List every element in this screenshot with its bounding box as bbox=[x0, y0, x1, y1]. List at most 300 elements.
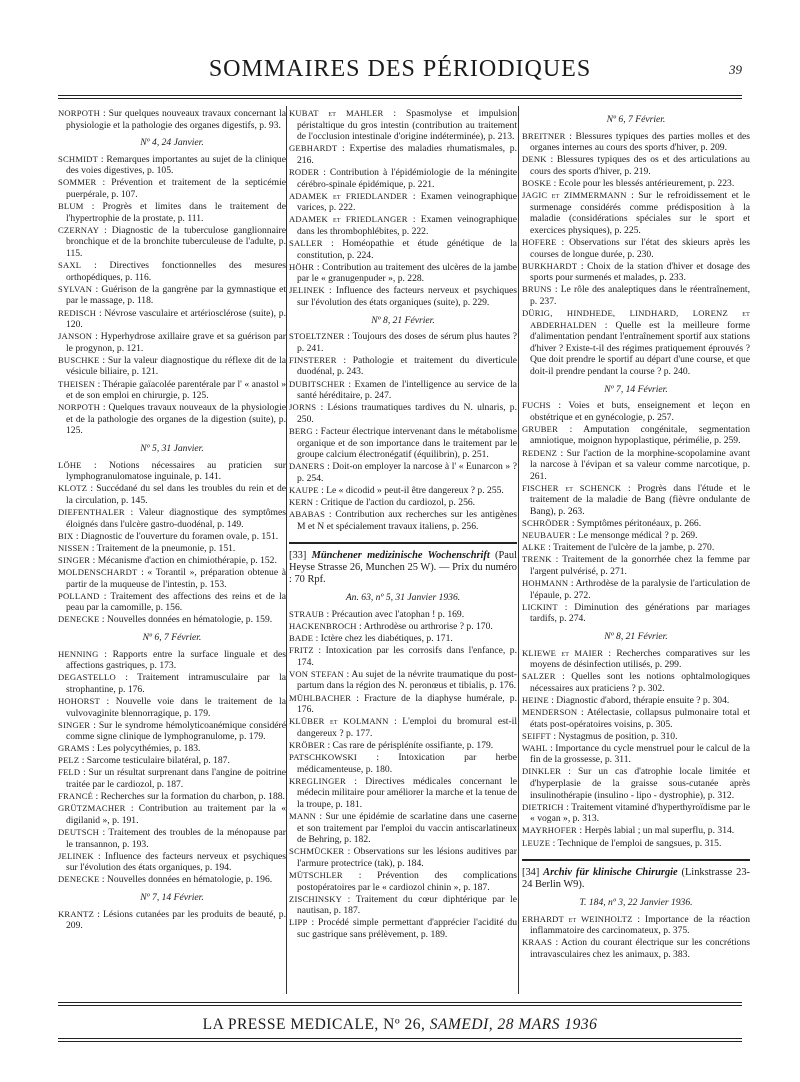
article-author: TRENK bbox=[522, 554, 552, 565]
article-author: REDENZ bbox=[522, 447, 558, 458]
article-author: WAHL bbox=[522, 742, 548, 753]
article-title: : Diagnostic d'abord, thérapie ensuite ? p. 304. bbox=[551, 694, 730, 706]
article-author: DEUTSCH bbox=[58, 826, 100, 837]
article-author: ADAMEK et FRIEDLANDER bbox=[289, 190, 408, 201]
article-author: FRANCÉ bbox=[58, 791, 94, 802]
article-title: : Sur un cas d'atrophie locale limitée et d'hyperplasie de la graisse sous-cutanée après insulinothérapie (insulino - lipo - dystrophie), p. 312. bbox=[530, 766, 750, 801]
article-title: : Pathologie et traitement du diverticule duodénal, p. 243. bbox=[297, 354, 517, 378]
column-2 bbox=[289, 108, 517, 941]
article-entry bbox=[289, 609, 517, 621]
article-author: BERG bbox=[289, 425, 313, 436]
article-entry bbox=[289, 355, 517, 378]
article-entry bbox=[289, 191, 517, 214]
article-entry bbox=[289, 143, 517, 166]
article-entry bbox=[289, 426, 517, 461]
article-title: : Quelle est la meilleure forme d'alimentation pendant l'entraînement sportif aux stations d'hiver ? Existe-t-il des régimes pratiquement éprouvés ? Que doit prendre le sportif au départ d'une course, et que doit-il prendre pendant la course ? p. 240. bbox=[530, 319, 750, 377]
article-entry bbox=[289, 402, 517, 425]
article-title: : Fracture de la diaphyse humérale, p. 176. bbox=[297, 692, 517, 716]
article-title: : Atélectasie, collapsus pulmonaire total et états post-opératoires voisins, p. 305. bbox=[530, 707, 750, 730]
article-author: ZISCHINSKY bbox=[289, 893, 343, 904]
article-title: : Traitement intramusculaire par la strophantine, p. 176. bbox=[66, 672, 286, 695]
article-title: : Blessures typiques des os et des articulations au cours des sports d'hiver, p. 219. bbox=[530, 154, 750, 177]
article-entry bbox=[289, 669, 517, 692]
article-entry bbox=[289, 870, 517, 893]
article-entry bbox=[58, 483, 286, 506]
article-title: : Le mensonge médical ? p. 269. bbox=[572, 530, 698, 542]
column-divider bbox=[518, 106, 519, 994]
article-entry bbox=[522, 261, 750, 284]
article-title: : Lésions traumatiques tardives du N. ulnaris, p. 250. bbox=[297, 402, 517, 425]
article-entry bbox=[522, 731, 750, 743]
article-title: : Sur le syndrome hémolyticoanémique considéré comme signe clinique de lymphogranulome, p. 179. bbox=[66, 719, 286, 743]
article-title: : Observations sur l'état des skieurs après les courses de longue durée, p. 230. bbox=[530, 236, 750, 260]
article-title: : Contribution à l'épidémiologie de la méningite cérébro-spinale épidémique, p. 221. bbox=[297, 166, 517, 190]
article-author: SINGER bbox=[58, 719, 91, 730]
article-entry bbox=[522, 937, 750, 960]
article-author: JORNS bbox=[289, 402, 317, 413]
article-author: CZERNAY bbox=[58, 224, 100, 235]
article-entry bbox=[58, 225, 286, 260]
article-title: : Progrès dans l'étude et le traitement de la maladie de Bang (fièvre ondulante de Bang), p. 263. bbox=[530, 482, 750, 517]
article-title: : Traitement vitaminé d'hyperthyroïdisme par le « vogan », p. 313. bbox=[530, 801, 750, 825]
article-title: : Sur un résultat surprenant dans l'angine de poitrine traitée par le cardiozol, p. 187. bbox=[66, 767, 287, 791]
issue-heading: Nº 4, 24 Janvier. bbox=[140, 137, 204, 149]
article-title: : Recherches sur la formation du charbon, p. 188. bbox=[95, 791, 285, 803]
article-author: MAYRHOFER bbox=[522, 825, 577, 836]
article-entry bbox=[522, 178, 750, 190]
article-author: BUSCHKE bbox=[58, 354, 100, 365]
article-title: : Traitement de la pneumonie, p. 151. bbox=[91, 542, 236, 554]
article-entry bbox=[58, 260, 286, 283]
article-title: : Traitement du cœur diphtérique par le nautisan, p. 187. bbox=[297, 893, 517, 917]
article-title: : « Torantil », préparation obtenue à partir de la muqueuse de l'intestin, p. 153. bbox=[66, 566, 286, 590]
article-entry bbox=[58, 791, 286, 803]
article-author: KAUPE bbox=[289, 484, 319, 495]
article-title: : Arthrodèse de la paralysie de l'articulation de l'épaule, p. 272. bbox=[530, 578, 750, 601]
article-entry bbox=[58, 851, 286, 874]
article-title: : Nouvelle voie dans le traitement de la vulvovaginite blennorragique, p. 179. bbox=[66, 695, 286, 719]
article-title: : Succédané du sel dans les troubles du rein et de la circulation, p. 145. bbox=[66, 483, 287, 506]
article-entry bbox=[522, 400, 750, 423]
article-author: MÜTSCHLER bbox=[289, 869, 343, 880]
article-entry bbox=[289, 633, 517, 645]
issue-heading: Nº 8, 21 Février. bbox=[371, 314, 435, 326]
article-author: NORPOTH bbox=[58, 402, 100, 413]
article-author: JELINEK bbox=[289, 285, 325, 296]
article-title: : Traitement de l'ulcère de la jambe, p. 270. bbox=[548, 542, 715, 554]
article-entry bbox=[289, 811, 517, 846]
issue-heading: Nº 5, 31 Janvier. bbox=[140, 443, 204, 455]
article-author: BRUNS bbox=[522, 284, 552, 295]
article-title: : Sur la valeur diagnostique du réflexe dit de la vésicule biliaire, p. 121. bbox=[66, 354, 286, 378]
article-entry bbox=[58, 108, 286, 131]
article-entry bbox=[522, 131, 750, 154]
article-title: : Nystagmus de position, p. 310. bbox=[553, 730, 678, 742]
article-entry bbox=[522, 707, 750, 730]
header-rule-2 bbox=[58, 98, 742, 99]
article-entry bbox=[289, 497, 517, 509]
article-title: : Notions nécessaires au praticien sur lymphogranulomatose inguinale, p. 141. bbox=[66, 459, 286, 483]
article-title: : Prévention des complications postopératoires par le « cardiozol chinin », p. 187. bbox=[297, 869, 517, 893]
article-author: DÜRIG, HINDHEDE, LINDHARD, LORENZ et ABDERHALDEN bbox=[522, 308, 750, 330]
article-entry bbox=[522, 602, 750, 625]
article-entry bbox=[58, 507, 286, 530]
page-title: SOMMAIRES DES PÉRIODIQUES bbox=[208, 56, 592, 82]
article-author: JELINEK bbox=[58, 850, 94, 861]
article-title: : Sur le refroidissement et le surmenage considérés comme prédisposition à la maladie (considérations spéciales sur le sport et exercices physiques), p. 225. bbox=[530, 190, 750, 236]
article-author: SCHMÜCKER bbox=[289, 846, 345, 857]
article-title: : Cas rare de périspléníte ossifiante, p. 179. bbox=[327, 739, 494, 751]
article-title: : Spasmolyse et impulsion péristaltique du gros intestin (contribution au traitement de l'occlusion intestinale d'origine indéterminée), p. 213. bbox=[297, 108, 517, 143]
article-entry bbox=[522, 284, 750, 307]
article-author: KRAAS bbox=[522, 937, 553, 948]
article-title: : Mécanisme d'action en chimiothérapie, p. 152. bbox=[92, 554, 277, 566]
article-author: REDISCH bbox=[58, 307, 97, 318]
article-entry bbox=[522, 483, 750, 518]
journal-heading bbox=[289, 550, 517, 586]
journal-address: (Paul Heyse Strasse 26, Munchen 25 W). — Prix du numéro : 70 Rpf. bbox=[289, 550, 517, 586]
article-entry bbox=[58, 284, 286, 307]
article-author: ALKE bbox=[522, 542, 546, 553]
article-entry bbox=[289, 740, 517, 752]
article-title: : Ecole pour les blessés antérieurement, p. 223. bbox=[553, 177, 735, 189]
article-title: : Sur l'action de la morphine-scopolamine avant la narcose à l'évipan et sa valeur comme narcotique, p. 261. bbox=[530, 447, 750, 482]
article-entry bbox=[522, 743, 750, 766]
article-entry bbox=[522, 802, 750, 825]
article-title: : Hyperhydrose axillaire grave et sa guérison par le progynon, p. 121. bbox=[66, 331, 286, 354]
article-author: BLUM bbox=[58, 201, 84, 212]
article-title: : Remarques importantes au sujet de la clinique des voies digestives, p. 105. bbox=[66, 153, 286, 177]
article-author: KLÜBER et KOLMANN bbox=[289, 716, 389, 727]
article-author: ERHARDT et WEINHOLTZ bbox=[522, 913, 633, 924]
article-title: : Action du courant électrique sur les concrétions intravasculaires chez les animaux, p. 383. bbox=[530, 937, 750, 960]
article-title: : Traitement des troubles de la ménopause par le transannon, p. 193. bbox=[66, 826, 286, 850]
article-entry bbox=[58, 591, 286, 614]
article-author: HOHORST bbox=[58, 695, 100, 706]
article-title: : Procédé simple permettant d'apprécier l'acidité du suc gastrique sans prélèvement, p. 189. bbox=[297, 917, 517, 940]
article-author: FRITZ bbox=[289, 645, 314, 656]
article-entry bbox=[522, 448, 750, 483]
article-title: : Intoxication par les corrosifs dans l'enfance, p. 174. bbox=[297, 645, 517, 668]
article-title: : Contribution aux recherches sur les antigènes M et N et spécialement travaux italiens, p. 256. bbox=[297, 509, 517, 532]
article-author: JANSON bbox=[58, 331, 93, 342]
article-title: : Importance de la réaction inflammatoire des carcinomateux, p. 375. bbox=[530, 913, 750, 937]
article-title: : Précaution avec l'atophan ! p. 169. bbox=[326, 608, 465, 620]
article-author: SAXL bbox=[58, 260, 82, 271]
article-author: HENNING bbox=[58, 648, 99, 659]
article-entry bbox=[522, 766, 750, 801]
issue-heading: T. 184, nº 3, 22 Janvier 1936. bbox=[579, 897, 693, 909]
article-entry bbox=[58, 755, 286, 767]
article-entry bbox=[58, 543, 286, 555]
column-1 bbox=[58, 108, 286, 932]
article-author: SEIFFT bbox=[522, 730, 551, 741]
article-author: ADAMEK et FRIEDLANGER bbox=[289, 214, 408, 225]
article-title: : Valeur diagnostique des symptômes éloignés dans l'ulcère gastro-duodénal, p. 149. bbox=[66, 507, 286, 530]
article-title: : Progrès et limites dans le traitement de l'hypertrophie de la prostate, p. 111. bbox=[66, 201, 286, 224]
article-author: DENECKE bbox=[58, 614, 100, 625]
article-entry bbox=[58, 720, 286, 743]
page-number: 39 bbox=[729, 62, 742, 77]
article-title: : Les polycythémies, p. 183. bbox=[91, 743, 201, 755]
article-title: : Traitement de la gonorrhée chez la femme par l'argent pulvérisé, p. 271. bbox=[530, 554, 750, 577]
issue-heading: Nº 7, 14 Février. bbox=[604, 383, 668, 395]
issue-heading: Nº 8, 21 Février. bbox=[604, 630, 668, 642]
article-entry bbox=[58, 201, 286, 224]
article-entry bbox=[522, 530, 750, 542]
article-title: : Nouvelles données en hématologie, p. 196. bbox=[101, 874, 273, 886]
article-entry bbox=[58, 331, 286, 354]
article-entry bbox=[522, 914, 750, 937]
article-author: DIEFENTHALER bbox=[58, 507, 125, 517]
article-entry bbox=[289, 621, 517, 633]
article-author: BOSKE bbox=[522, 177, 552, 188]
article-author: KERN bbox=[289, 497, 314, 507]
journal-number: [34] bbox=[522, 867, 540, 879]
article-entry bbox=[58, 154, 286, 177]
article-title: : Importance du cycle menstruel pour le calcul de la fin de la grossesse, p. 311. bbox=[530, 742, 750, 766]
article-author: DINKLER bbox=[522, 766, 562, 777]
article-title: : Diagnostic de la tuberculose ganglionnaire bronchique et de la bronchite tuberculeuse de l'adulte, p. 115. bbox=[66, 224, 286, 260]
article-entry bbox=[289, 894, 517, 917]
article-author: HÖHR bbox=[289, 261, 315, 272]
article-title: : Influence des facteurs nerveux et psychiques sur l'évolution des états organiques, p. 194. bbox=[66, 850, 286, 874]
article-author: HACKENBROCH bbox=[289, 620, 357, 631]
article-entry bbox=[58, 743, 286, 755]
article-author: HOHMANN bbox=[522, 578, 569, 589]
article-author: BADE bbox=[289, 633, 314, 644]
column-3 bbox=[522, 108, 750, 961]
article-author: POLLAND bbox=[58, 590, 100, 601]
article-author: KRÖBER bbox=[289, 739, 326, 750]
article-entry bbox=[289, 716, 517, 739]
article-entry bbox=[289, 846, 517, 869]
article-entry bbox=[58, 177, 286, 200]
article-title: : Technique de l'emploi de sangsues, p. 315. bbox=[552, 837, 722, 849]
article-entry bbox=[289, 752, 517, 775]
article-author: HEINE bbox=[522, 694, 549, 705]
article-title: : Contribution au traitement des ulcères de la jambe par le « granugenpuder », p. 228. bbox=[297, 261, 517, 285]
article-title: : Thérapie gaïacolée parentérale par l' « anastol » et de son emploi en chirurgie, p. 125. bbox=[66, 378, 286, 402]
article-title: : Intoxication par herbe médicamenteuse, p. 180. bbox=[297, 752, 517, 775]
article-author: MANN bbox=[289, 810, 317, 821]
article-author: GRUBER bbox=[522, 423, 559, 434]
article-author: NISSEN bbox=[58, 542, 90, 553]
article-author: DIETRICH bbox=[522, 801, 564, 812]
article-entry bbox=[289, 485, 517, 497]
article-author: NORPOTH bbox=[58, 108, 100, 118]
article-entry bbox=[289, 645, 517, 668]
article-author: PATSCHKOWSKI bbox=[289, 752, 357, 762]
article-title: : Influence des facteurs nerveux et psychiques sur l'évolution des états organiques (suite), p. 229. bbox=[297, 285, 517, 308]
article-title: : Homéopathie et étude génétique de la constitution, p. 224. bbox=[297, 238, 517, 261]
article-title: : Critique de l'action du cardiozol, p. 256. bbox=[315, 497, 476, 508]
article-entry bbox=[289, 285, 517, 308]
article-author: BREITNER bbox=[522, 130, 566, 141]
article-author: KUBAT et MAHLER bbox=[289, 108, 384, 118]
article-title: : Contribution au traitement par la « digilanid », p. 191. bbox=[66, 803, 286, 826]
article-title: : Guérison de la gangrène par la gymnastique et par le massage, p. 118. bbox=[66, 283, 286, 307]
article-author: ABABAS bbox=[289, 509, 326, 520]
article-author: LIPP bbox=[289, 917, 308, 928]
article-entry bbox=[522, 554, 750, 577]
article-entry bbox=[58, 803, 286, 826]
article-entry bbox=[58, 614, 286, 626]
article-author: DUBITSCHER bbox=[289, 378, 345, 389]
article-title: : Au sujet de la névrite traumatique du post-partum dans la région des N. peronœus et tibialis, p. 176. bbox=[297, 668, 517, 692]
article-title: : Symptômes péritonéaux, p. 266. bbox=[571, 518, 702, 530]
article-entry bbox=[58, 379, 286, 402]
issue-heading: Nº 7, 14 Février. bbox=[140, 891, 204, 903]
article-entry bbox=[58, 355, 286, 378]
article-author: DENECKE bbox=[58, 874, 100, 885]
article-entry bbox=[58, 672, 286, 695]
article-author: BIX bbox=[58, 530, 74, 541]
article-entry bbox=[522, 648, 750, 671]
article-author: KRANTZ bbox=[58, 908, 95, 919]
article-entry bbox=[58, 402, 286, 437]
article-entry bbox=[58, 531, 286, 543]
article-title: : Herpès labial ; un mal superflu, p. 314. bbox=[579, 825, 735, 837]
article-entry bbox=[522, 578, 750, 601]
article-author: KLIEWE et MAIER bbox=[522, 647, 604, 658]
article-author: DANERS bbox=[289, 461, 325, 472]
article-entry bbox=[522, 237, 750, 260]
article-title: : Recherches comparatives sur les moyens de désinfection utilisés, p. 299. bbox=[530, 647, 750, 671]
article-entry bbox=[289, 509, 517, 532]
article-entry bbox=[289, 461, 517, 484]
article-entry bbox=[58, 567, 286, 590]
article-title: : Directives fonctionnelles des mesures orthopédiques, p. 116. bbox=[66, 260, 286, 283]
article-entry bbox=[289, 108, 517, 143]
article-entry bbox=[522, 838, 750, 850]
article-author: FISCHER et SCHENCK bbox=[522, 482, 622, 493]
footer-rule-bottom bbox=[58, 1038, 742, 1042]
issue-heading: Nº 6, 7 Février. bbox=[142, 631, 202, 643]
article-entry bbox=[289, 379, 517, 402]
article-author: VON STEFAN bbox=[289, 668, 344, 679]
article-entry bbox=[522, 190, 750, 236]
article-entry bbox=[58, 308, 286, 331]
article-entry bbox=[289, 331, 517, 354]
article-author: MOLDENSCHARDT bbox=[58, 566, 138, 577]
article-title: : Ictère chez les diabétiques, p. 171. bbox=[315, 633, 453, 645]
article-author: SCHMIDT bbox=[58, 153, 99, 164]
article-title: : Doit-on employer la narcose à l' « Eunarcon » ? p. 254. bbox=[297, 461, 517, 484]
article-author: THEISEN bbox=[58, 378, 96, 389]
article-entry bbox=[289, 262, 517, 285]
article-title: : Amputation congénitale, segmentation amniotique, moignon hypoplastique, périmélie, p. 259. bbox=[530, 423, 750, 447]
article-title: : Le « dicodid » peut-il être dangereux ? p. 255. bbox=[321, 484, 504, 496]
article-author: SYLVAN bbox=[58, 283, 93, 294]
article-entry bbox=[58, 767, 286, 790]
journal-title: Archiv für klinische Chirurgie bbox=[543, 867, 678, 879]
article-author: DENK bbox=[522, 154, 547, 165]
article-author: STOELTZNER bbox=[289, 331, 345, 342]
article-author: RODER bbox=[289, 166, 320, 177]
article-author: FUCHS bbox=[522, 400, 551, 411]
article-title: : Facteur électrique intervenant dans le métabolisme organique et de son importance dans le traitement par le groupe calcium électronégatif (équilibrin), p. 251. bbox=[297, 425, 517, 461]
footer-date: SAMEDI, 28 MARS 1936 bbox=[429, 1016, 598, 1033]
article-title: : Observations sur les lésions auditives par l'armure protectrice (tak), p. 184. bbox=[297, 846, 517, 869]
article-title: : Rapports entre la surface linguale et des affections gastriques, p. 173. bbox=[66, 648, 286, 672]
article-entry bbox=[58, 909, 286, 932]
article-entry bbox=[522, 424, 750, 447]
article-author: MÜHLBACHER bbox=[289, 692, 352, 703]
article-author: SOMMER bbox=[58, 177, 97, 188]
journal-section bbox=[522, 859, 750, 891]
article-title: : Le rôle des analeptiques dans le réentraînement, p. 237. bbox=[530, 284, 750, 307]
article-title: : Diminution des générations par mariages tardifs, p. 274. bbox=[530, 601, 750, 625]
article-title: : Prévention et traitement de la septicémie puerpérale, p. 107. bbox=[66, 177, 286, 201]
article-title: : Voies et buts, enseignement et leçon en obstétrique et en gynécologie, p. 257. bbox=[530, 400, 750, 423]
article-author: MENDERSON bbox=[522, 707, 578, 717]
article-entry bbox=[522, 154, 750, 177]
article-author: NEUBAUER bbox=[522, 530, 571, 541]
article-author: GEBHARDT bbox=[289, 143, 338, 154]
journal-address: (Linkstrasse 23-24 Berlin W9). bbox=[522, 867, 750, 891]
column-divider bbox=[286, 106, 287, 994]
article-entry bbox=[58, 555, 286, 567]
article-author: KLOTZ bbox=[58, 483, 88, 494]
article-title: : Diagnostic de l'ouverture du foramen ovale, p. 151. bbox=[75, 530, 279, 542]
article-author: HOFERE bbox=[522, 236, 557, 247]
article-author: SALZER bbox=[522, 671, 556, 682]
article-author: FELD bbox=[58, 767, 81, 778]
article-title: : Expertise des maladies rhumatismales, p. 216. bbox=[297, 143, 517, 166]
article-title: : Quelques travaux nouveaux de la physiologie et de la pathologie des organes de la digestion (suite), p. 125. bbox=[66, 402, 286, 437]
article-entry bbox=[289, 214, 517, 237]
article-entry bbox=[522, 518, 750, 530]
article-author: SINGER bbox=[58, 554, 91, 565]
article-entry bbox=[522, 671, 750, 694]
journal-title: Münchener medizinische Wochenschrift bbox=[311, 550, 490, 562]
header-rule bbox=[58, 95, 742, 96]
journal-heading bbox=[522, 867, 750, 891]
article-author: KREGLINGER bbox=[289, 775, 346, 786]
article-entry bbox=[58, 874, 286, 886]
article-title: : Nouvelles données en hématologie, p. 159. bbox=[101, 614, 273, 626]
footer-journal: LA PRESSE MEDICALE, Nº 26, bbox=[202, 1016, 430, 1033]
page-footer bbox=[58, 1016, 742, 1034]
article-author: STRAUB bbox=[289, 608, 325, 619]
article-author: DEGASTELLO bbox=[58, 672, 116, 683]
article-title: : Examen veinographique varices, p. 222. bbox=[297, 190, 517, 214]
article-author: LICKINT bbox=[522, 601, 558, 612]
article-title: : Choix de la station d'hiver et dosage des sports pour surmenés et malades, p. 233. bbox=[530, 260, 750, 284]
article-author: FINSTERER bbox=[289, 354, 337, 365]
footer-rule bbox=[58, 1002, 742, 1006]
article-entry bbox=[289, 238, 517, 261]
article-entry bbox=[289, 693, 517, 716]
article-title: : Névrose vasculaire et artériosclérose (suite), p. 120. bbox=[66, 307, 286, 331]
article-author: GRÜTZMACHER bbox=[58, 803, 126, 814]
article-entry bbox=[58, 460, 286, 483]
article-entry bbox=[522, 542, 750, 554]
article-entry bbox=[522, 308, 750, 378]
article-title: : Traitement des affections des reins et de la peau par la camomille, p. 156. bbox=[66, 590, 286, 614]
article-entry bbox=[58, 649, 286, 672]
article-entry bbox=[58, 696, 286, 719]
article-title: : Blessures typiques des parties molles et des organes internes au cours des sports d'hiver, p. 209. bbox=[530, 130, 750, 154]
article-entry bbox=[289, 167, 517, 190]
article-entry bbox=[522, 695, 750, 707]
article-title: : Sur quelques nouveaux travaux concernant la physiologie et la pathologie des organes digestifs, p. 93. bbox=[66, 108, 286, 131]
article-title: : Examen veinographique dans les thrombophlébites, p. 222. bbox=[297, 214, 517, 237]
article-entry bbox=[58, 827, 286, 850]
article-author: LEUZE bbox=[522, 837, 551, 848]
journal-section bbox=[289, 542, 517, 586]
